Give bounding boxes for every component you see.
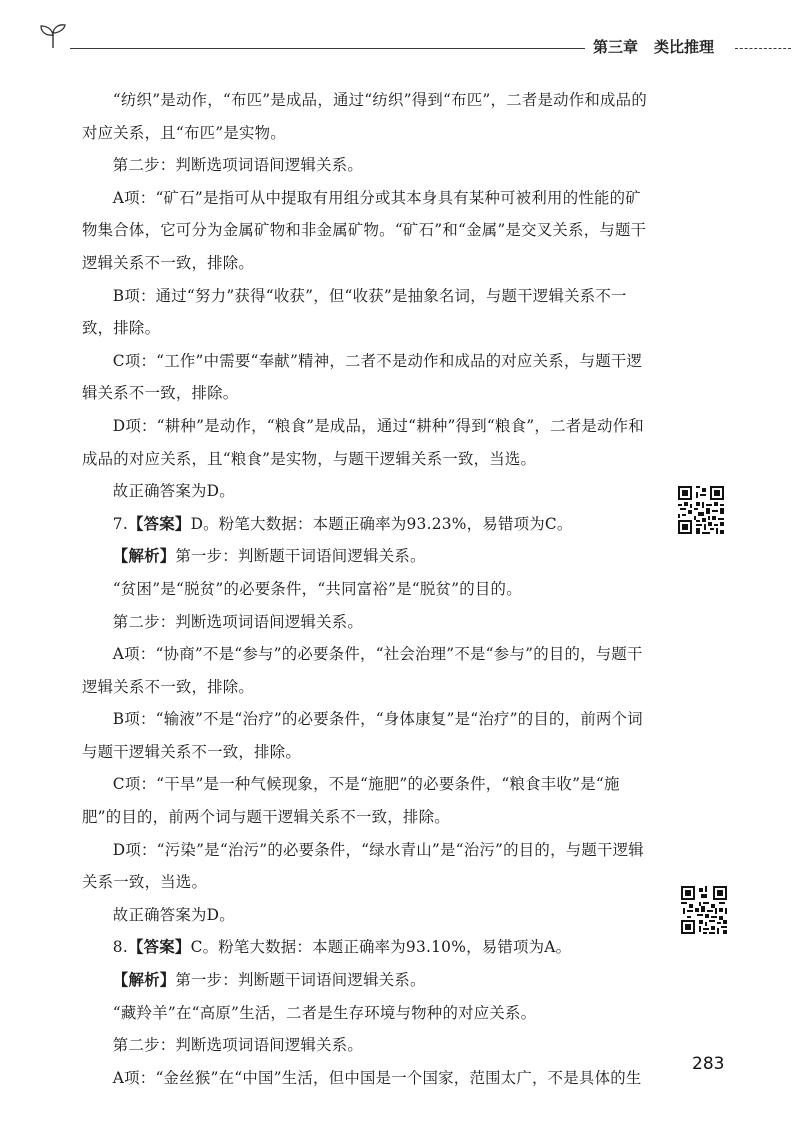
analysis-tag: 【解析】 (112, 971, 176, 990)
q8-analysis (82, 964, 650, 997)
paragraph: B项：“输液”不是“治疗”的必要条件，“身体康复”是“治疗”的目的，前两个词与题干逻辑关系不一致，排除。 (82, 710, 643, 761)
paragraph: B项：通过“努力”获得“收获”，但“收获”是抽象名词，与题干逻辑关系不一致，排除。 (82, 286, 627, 338)
paragraph: D项：“耕种”是动作，“粮食”是成品，通过“耕种”得到“粮食”，二者是动作和成品的对应关系，且“粮食”是实物，与题干逻辑关系一致，当选。 (82, 416, 644, 468)
chapter-heading (593, 36, 714, 57)
header-rule (70, 48, 585, 49)
q8-answer: 8.【答案】C。粉笔大数据：本题正确率为93.10%，易错项为A。 (112, 938, 572, 957)
paragraph: “藏羚羊”在“高原”生活，二者是生存环境与物种的对应关系。 (112, 1003, 537, 1022)
paragraph: 第二步：判断选项词语间逻辑关系。 (112, 1036, 364, 1055)
paragraph: “贫困”是“脱贫”的必要条件，“共同富裕”是“脱贫”的目的。 (112, 579, 522, 598)
analysis-text: 第一步：判断题干词语间逻辑关系。 (175, 971, 426, 990)
q7-analysis (82, 540, 650, 573)
qr-code-icon (679, 884, 729, 936)
answer-tag: 【答案】 (127, 514, 191, 533)
sprout-icon (38, 22, 68, 50)
paragraph: 第二步：判断选项词语间逻辑关系。 (112, 156, 364, 175)
paragraph: A项：“协商”不是“参与”的必要条件，“社会治理”不是“参与”的目的，与题干逻辑关系不一致，排除。 (82, 645, 643, 696)
paragraph: 第二步：判断选项词语间逻辑关系。 (112, 612, 364, 631)
chapter-label: 第三章 (593, 38, 639, 56)
qr-code-q7[interactable] (676, 484, 726, 536)
qr-code-q8[interactable] (679, 884, 729, 936)
qr-code-icon (676, 484, 726, 536)
paragraph: “纺织”是动作，“布匹”是成品，通过“纺织”得到“布匹”，二者是动作和成品的对应关系，且“布匹”是实物。 (82, 91, 647, 142)
paragraph: 故正确答案为D。 (112, 482, 235, 501)
page-body (82, 84, 650, 1094)
answer-text: D。粉笔大数据：本题正确率为93.23%，易错项为C。 (190, 514, 573, 533)
paragraph: D项：“污染”是“治污”的必要条件，“绿水青山”是“治污”的目的，与题干逻辑关系一致，当选。 (82, 840, 644, 892)
q7-answer: 7.【答案】D。粉笔大数据：本题正确率为93.23%，易错项为C。 (112, 514, 573, 533)
paragraph: A项：“矿石”是指可从中提取有用组分或其本身具有某种可被利用的性能的矿物集合体，它可分为金属矿物和非金属矿物。“矿石”和“金属”是交叉关系，与题干逻辑关系不一致，排除。 (82, 188, 647, 272)
paragraph: 故正确答案为D。 (112, 905, 235, 924)
answer-text: C。粉笔大数据：本题正确率为93.10%，易错项为A。 (190, 938, 572, 957)
page-header (0, 0, 800, 70)
section-label: 类比推理 (654, 38, 715, 56)
header-dash (735, 48, 791, 49)
analysis-tag: 【解析】 (112, 547, 176, 566)
paragraph: A项：“金丝猴”在“中国”生活，但中国是一个国家，范围太广，不是具体的生 (112, 1068, 642, 1087)
analysis-text: 第一步：判断题干词语间逻辑关系。 (175, 547, 426, 566)
page-number: 283 (692, 1054, 725, 1074)
answer-tag: 【答案】 (127, 938, 191, 957)
paragraph: C项：“干旱”是一种气候现象，不是“施肥”的必要条件，“粮食丰收”是“施肥”的目的，前两个词与题干逻辑关系不一致，排除。 (82, 775, 620, 827)
paragraph: C项：“工作”中需要“奉献”精神，二者不是动作和成品的对应关系，与题干逻辑关系不一致，排除。 (82, 351, 643, 403)
